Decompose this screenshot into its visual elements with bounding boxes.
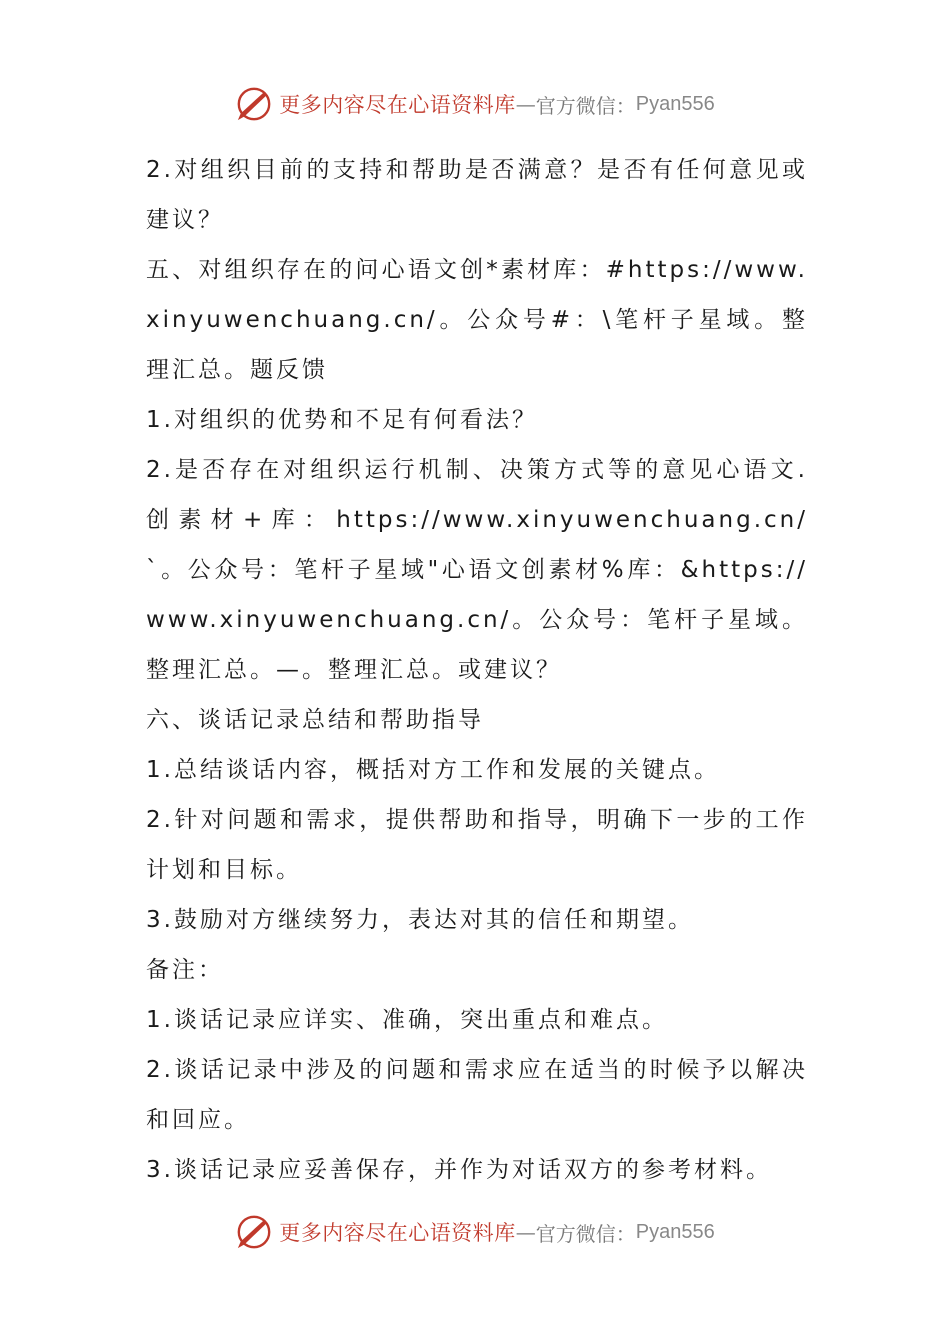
paragraph-item: 3.谈话记录应妥善保存，并作为对话双方的参考材料。 xyxy=(146,1157,772,1183)
header-banner xyxy=(0,84,950,124)
banner-site-text: 更多内容尽在心语资料库 xyxy=(279,93,516,117)
paragraph-item: 2.对组织目前的支持和帮助是否满意？是否有任何意见或建议？ xyxy=(146,157,808,233)
notes-heading: 备注： xyxy=(146,957,224,983)
paragraph-item: 2.是否存在对组织运行机制、决策方式等的意见心语文.创素材+库：https://www.xinyuwenchuang.cn/`。公众号：笔杆子星域"心语文创素材%库：&https://www.xinyuwenchuang.cn/。公众号：笔杆子星域。整理汇总。—。整理汇总。或建议？ xyxy=(146,457,808,683)
banner-dash: — xyxy=(515,1220,536,1244)
footer-banner xyxy=(0,1212,950,1252)
banner-dash: — xyxy=(515,92,536,116)
banner-wechat-label: 官方微信： xyxy=(535,93,636,118)
paragraph-item: 1.对组织的优势和不足有何看法？ xyxy=(146,407,538,433)
paragraph-item: 2.针对问题和需求，提供帮助和指导，明确下一步的工作计划和目标。 xyxy=(146,807,808,883)
banner-content xyxy=(235,85,714,123)
paragraph-item: 五、对组织存在的问心语文创*素材库：#https://www.xinyuwenchuang.cn/。公众号#：\笔杆子星域。整理汇总。题反馈 xyxy=(146,257,808,383)
banner-wechat-label: 官方微信： xyxy=(535,1221,636,1246)
banner-wechat-id: Pyan556 xyxy=(635,92,715,115)
paragraph-item: 1.谈话记录应详实、准确，突出重点和难点。 xyxy=(146,1007,668,1033)
pen-logo-icon xyxy=(235,1213,273,1251)
pen-logo-icon xyxy=(235,85,273,123)
paragraph-item: 3.鼓励对方继续努力，表达对其的信任和期望。 xyxy=(146,907,694,933)
paragraph-item: 2.谈话记录中涉及的问题和需求应在适当的时候予以解决和回应。 xyxy=(146,1057,808,1133)
document-body xyxy=(146,145,808,1195)
section-heading: 六、谈话记录总结和帮助指导 xyxy=(146,707,484,733)
banner-site-text: 更多内容尽在心语资料库 xyxy=(279,1221,516,1245)
banner-wechat-id: Pyan556 xyxy=(635,1220,715,1243)
banner-content xyxy=(235,1213,714,1251)
paragraph-item: 1.总结谈话内容，概括对方工作和发展的关键点。 xyxy=(146,757,720,783)
